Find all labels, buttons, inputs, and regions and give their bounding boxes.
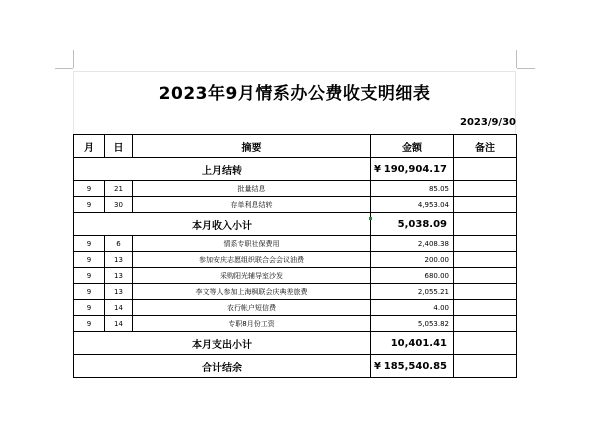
- row-summary: 专职8月份工资: [133, 316, 371, 332]
- expense-subtotal-row: [74, 332, 517, 355]
- row-amount: 2,055.21: [371, 284, 454, 300]
- header-amount: 金额: [371, 135, 454, 158]
- expense-subtotal-label: 本月支出小计: [74, 332, 371, 355]
- row-day: 21: [105, 181, 133, 197]
- row-month: 9: [74, 284, 105, 300]
- ledger-row: [74, 252, 517, 268]
- row-summary: 采购阳光辅导室沙发: [133, 268, 371, 284]
- crop-mark-top-right-h: [517, 68, 535, 69]
- ledger-row: [74, 197, 517, 213]
- crop-mark-top-left-v: [73, 50, 74, 68]
- ledger-row: [74, 236, 517, 252]
- total-balance-row: [74, 355, 517, 378]
- note-cell: [454, 213, 517, 236]
- row-note: [454, 284, 517, 300]
- currency-symbol: ¥: [374, 163, 381, 175]
- header-summary: 摘要: [133, 135, 371, 158]
- income-subtotal-label: 本月收入小计: [74, 213, 371, 236]
- row-day: 6: [105, 236, 133, 252]
- header-day: 日: [105, 135, 133, 158]
- row-note: [454, 268, 517, 284]
- row-amount: 200.00: [371, 252, 454, 268]
- row-month: 9: [74, 181, 105, 197]
- currency-symbol: ¥: [374, 360, 381, 372]
- cell-marker: [369, 217, 372, 220]
- income-subtotal-amount: 5,038.09: [397, 218, 447, 230]
- ledger-row: [74, 284, 517, 300]
- row-summary: 李文等人参加上海枫联会庆典差旅费: [133, 284, 371, 300]
- row-amount: 4,953.04: [371, 197, 454, 213]
- row-day: 13: [105, 252, 133, 268]
- row-amount: 4.00: [371, 300, 454, 316]
- sheet-title: 2023年9月情系办公费收支明细表: [73, 71, 516, 110]
- row-note: [454, 252, 517, 268]
- ledger-row: [74, 300, 517, 316]
- row-amount: 2,408.38: [371, 236, 454, 252]
- row-amount: 680.00: [371, 268, 454, 284]
- row-note: [454, 316, 517, 332]
- note-cell: [454, 332, 517, 355]
- crop-mark-top-right-v: [516, 50, 517, 68]
- crop-mark-top-left-h: [55, 68, 73, 69]
- row-month: 9: [74, 197, 105, 213]
- ledger-row: [74, 268, 517, 284]
- row-month: 9: [74, 268, 105, 284]
- income-subtotal-amount-cell: [371, 213, 454, 236]
- row-day: 13: [105, 268, 133, 284]
- note-cell: [454, 158, 517, 181]
- row-month: 9: [74, 236, 105, 252]
- ledger-row: [74, 316, 517, 332]
- previous-balance-amount-cell: [371, 158, 454, 181]
- header-row: [74, 135, 517, 158]
- row-summary: 农行帐户短信费: [133, 300, 371, 316]
- total-balance-amount-cell: [371, 355, 454, 378]
- expense-sheet: [73, 71, 516, 378]
- header-note: 备注: [454, 135, 517, 158]
- row-summary: 参加安庆志愿组织联合会会议油费: [133, 252, 371, 268]
- total-balance-amount: 185,540.85: [383, 360, 447, 372]
- row-note: [454, 236, 517, 252]
- row-month: 9: [74, 316, 105, 332]
- row-day: 14: [105, 300, 133, 316]
- row-amount: 85.05: [371, 181, 454, 197]
- row-note: [454, 181, 517, 197]
- row-month: 9: [74, 252, 105, 268]
- row-summary: 情系专职社保费用: [133, 236, 371, 252]
- row-summary: 批量结息: [133, 181, 371, 197]
- row-day: 14: [105, 316, 133, 332]
- report-date: 2023/9/30: [459, 116, 516, 128]
- date-row: [73, 110, 516, 134]
- row-summary: 存单利息结转: [133, 197, 371, 213]
- total-balance-label: 合计结余: [74, 355, 371, 378]
- header-month: 月: [74, 135, 105, 158]
- row-day: 13: [105, 284, 133, 300]
- income-subtotal-row: [74, 213, 517, 236]
- row-amount: 5,053.82: [371, 316, 454, 332]
- row-month: 9: [74, 300, 105, 316]
- ledger-table: [73, 134, 517, 378]
- ledger-row: [74, 181, 517, 197]
- expense-subtotal-amount: 10,401.41: [390, 337, 447, 349]
- row-day: 30: [105, 197, 133, 213]
- row-note: [454, 197, 517, 213]
- previous-balance-label: 上月结转: [74, 158, 371, 181]
- note-cell: [454, 355, 517, 378]
- expense-subtotal-amount-cell: [371, 332, 454, 355]
- row-note: [454, 300, 517, 316]
- previous-balance-amount: 190,904.17: [383, 163, 447, 175]
- previous-balance-row: [74, 158, 517, 181]
